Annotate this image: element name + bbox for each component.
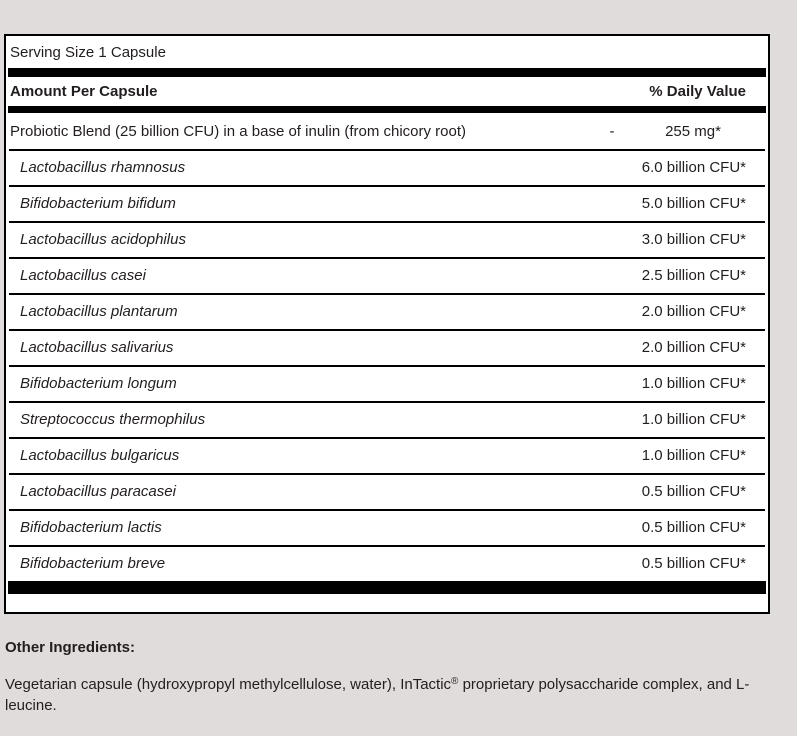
table-row — [6, 295, 768, 330]
strain-name: Lactobacillus paracasei — [20, 483, 176, 501]
column-header-row — [6, 77, 768, 106]
strain-amount: 3.0 billion CFU* — [641, 231, 746, 249]
strain-amount: 1.0 billion CFU* — [641, 447, 746, 465]
other-ingredients-title: Other Ingredients: — [5, 639, 136, 656]
strain-name: Streptococcus thermophilus — [20, 411, 206, 429]
table-row — [6, 331, 768, 366]
divider-bar-top — [8, 68, 766, 77]
strain-name: Bifidobacterium lactis — [20, 519, 162, 537]
strain-amount: 6.0 billion CFU* — [641, 159, 746, 177]
strain-amount: 2.0 billion CFU* — [641, 303, 746, 321]
strain-amount: 5.0 billion CFU* — [641, 195, 746, 213]
table-row — [6, 151, 768, 186]
other-ingredients-text — [5, 674, 790, 716]
supplement-facts-panel — [4, 34, 770, 614]
strain-amount: 0.5 billion CFU* — [641, 555, 746, 573]
ingredients-text-part2: proprietary polysaccharide complex, and L-leucine. — [5, 676, 750, 714]
table-row — [6, 259, 768, 294]
probiotic-blend-row — [6, 113, 768, 149]
other-ingredients-section — [5, 640, 790, 716]
ingredients-text-part1: Vegetarian capsule (hydroxypropyl methylcellulose, water), InTactic — [5, 676, 452, 693]
strain-name: Lactobacillus plantarum — [20, 303, 178, 321]
strain-name: Lactobacillus bulgaricus — [20, 447, 180, 465]
strain-name: Bifidobacterium breve — [20, 555, 166, 573]
daily-value-header: % Daily Value — [649, 83, 746, 100]
strain-amount: 1.0 billion CFU* — [641, 411, 746, 429]
table-row — [6, 403, 768, 438]
registered-trademark-symbol: ® — [451, 676, 459, 687]
strain-amount: 0.5 billion CFU* — [641, 519, 746, 537]
strain-name: Bifidobacterium bifidum — [20, 195, 176, 213]
divider-bar-bottom — [8, 581, 766, 594]
strain-name: Lactobacillus salivarius — [20, 339, 174, 357]
divider-bar-header — [8, 106, 766, 113]
table-row — [6, 223, 768, 258]
strain-name: Bifidobacterium longum — [20, 375, 177, 393]
blend-daily-value: 255 mg* — [665, 122, 721, 140]
table-row — [6, 511, 768, 546]
serving-size-row — [6, 36, 768, 68]
table-row — [6, 475, 768, 510]
table-row — [6, 367, 768, 402]
table-row — [6, 439, 768, 474]
amount-per-capsule-header: Amount Per Capsule — [10, 83, 158, 100]
strain-amount: 2.5 billion CFU* — [641, 267, 746, 285]
strain-amount: 2.0 billion CFU* — [641, 339, 746, 357]
strain-name: Lactobacillus casei — [20, 267, 146, 285]
serving-size-text: Serving Size 1 Capsule — [10, 43, 166, 61]
blend-name: Probiotic Blend (25 billion CFU) in a base of inulin (from chicory root) — [10, 122, 467, 140]
strain-amount: 1.0 billion CFU* — [641, 375, 746, 393]
strain-amount: 0.5 billion CFU* — [641, 483, 746, 501]
strain-name: Lactobacillus acidophilus — [20, 231, 186, 249]
strain-name: Lactobacillus rhamnosus — [20, 159, 186, 177]
table-row — [6, 547, 768, 582]
blend-amount-dash: - — [609, 122, 615, 140]
table-row — [6, 187, 768, 222]
